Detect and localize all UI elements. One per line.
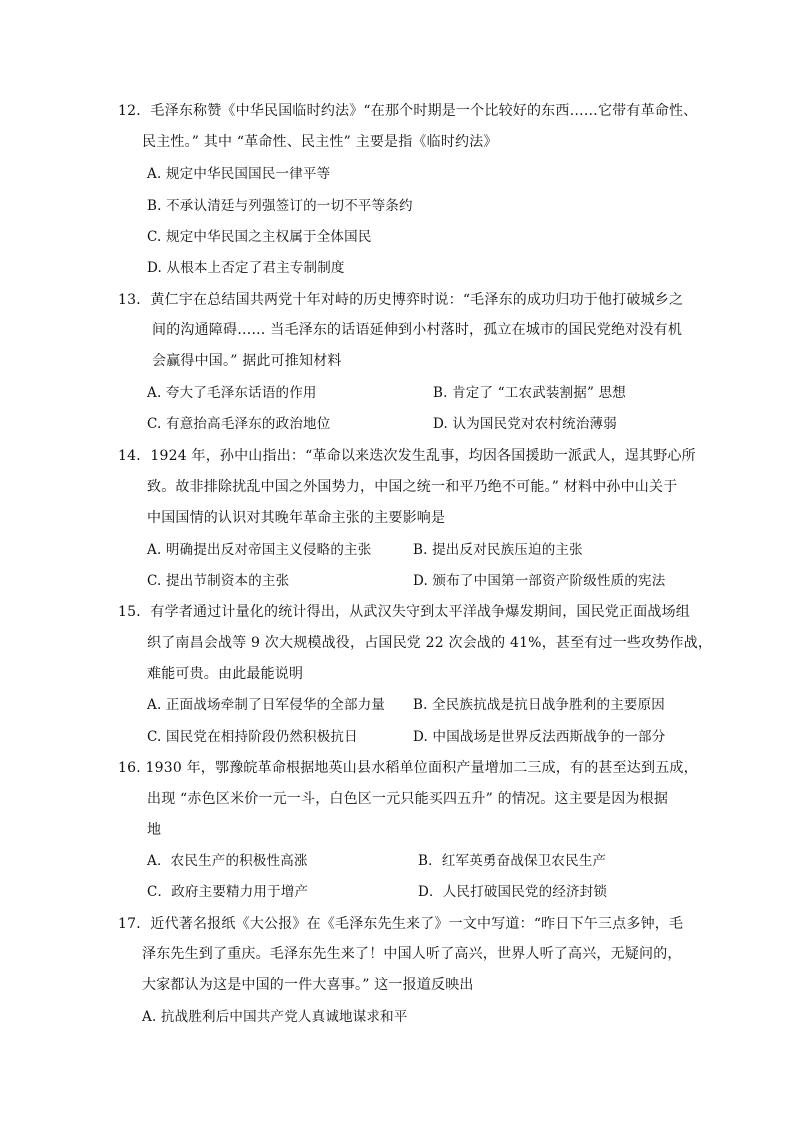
question-stem-line: 地 — [147, 822, 162, 838]
question-stem-line: 14．1924 年，孙中山指出：“革命以来迭次发生乱事，均因各国援助一派武人，逞其野心所 — [118, 448, 696, 464]
option-a: A．农民生产的积极性高涨 — [147, 853, 308, 869]
question-stem-line: 出现 “赤色区米价一元一斗，白色区一元只能买四五升” 的情况。这主要是因为根据 — [147, 791, 669, 807]
option-a: A. 夸大了毛泽东话语的作用 — [147, 385, 317, 401]
option-b: B. 肯定了 “工农武装割据” 思想 — [433, 385, 626, 401]
option-a: A. 正面战场牵制了日军侵华的全部力量 — [147, 697, 386, 713]
option-b: B. 提出反对民族压迫的主张 — [413, 542, 583, 558]
question-stem-line: 民主性。” 其中 “革命性、民主性” 主要是指《临时约法》 — [142, 134, 498, 150]
option-d: D. 认为国民党对农村统治薄弱 — [433, 416, 617, 432]
question-stem-line: 17．近代著名报纸《大公报》在《毛泽东先生来了》一文中写道：“昨日下午三点多钟，毛 — [118, 916, 684, 932]
question-stem-line: 织了南昌会战等 9 次大规模战役，占国民党 22 次会战的 41%，甚至有过一些攻势作战， — [147, 635, 713, 651]
question-stem-line: 致。故非排除扰乱中国之外国势力，中国之统一和平乃绝不可能。” 材料中孙中山关于 — [147, 479, 678, 495]
option-b: B．红军英勇奋战保卫农民生产 — [418, 853, 607, 869]
option-d: D．人民打破国民党的经济封锁 — [418, 884, 608, 900]
option-b: B. 不承认清廷与列强签订的一切不平等条约 — [147, 198, 413, 214]
option-a: A. 规定中华民国国民一律平等 — [147, 166, 331, 182]
option-d: D. 从根本上否定了君主专制制度 — [147, 260, 345, 276]
question-stem-line: 大家都认为这是中国的一件大喜事。” 这一报道反映出 — [142, 977, 474, 993]
question-stem-line: 难能可贵。由此最能说明 — [147, 666, 304, 682]
option-c: C. 规定中华民国之主权属于全体国民 — [147, 229, 372, 245]
option-c: C．政府主要精力用于增产 — [147, 884, 309, 900]
question-stem-line: 中国国情的认识对其晚年革命主张的主要影响是 — [147, 510, 446, 526]
question-stem-line: 13．黄仁宇在总结国共两党十年对峙的历史博弈时说：“毛泽东的成功归功于他打破城乡之 — [118, 292, 684, 308]
option-c: C. 提出节制资本的主张 — [147, 573, 290, 589]
question-stem-line: 16. 1930 年，鄂豫皖革命根据地英山县水稻单位面积产量增加二三成，有的甚至达到五成， — [118, 760, 698, 776]
option-d: D. 颁布了中国第一部资产阶级性质的宪法 — [413, 573, 666, 589]
option-c: C. 有意抬高毛泽东的政治地位 — [147, 416, 331, 432]
question-stem-line: 15．有学者通过计量化的统计得出，从武汉失守到太平洋战争爆发期间，国民党正面战场组 — [118, 604, 691, 620]
option-b: B. 全民族抗战是抗日战争胜利的主要原因 — [413, 697, 666, 713]
question-stem-line: 12．毛泽东称赞《中华民国临时约法》“在那个时期是一个比较好的东西……它带有革命性、 — [118, 103, 698, 119]
question-stem-line: 会赢得中国。” 据此可推知材料 — [152, 353, 342, 369]
option-d: D. 中国战场是世界反法西斯战争的一部分 — [413, 729, 666, 745]
option-a: A. 抗战胜利后中国共产党人真诚地谋求和平 — [142, 1009, 408, 1025]
question-stem-line: 泽东先生到了重庆。毛泽东先生来了！中国人听了高兴，世界人听了高兴，无疑问的， — [142, 946, 682, 962]
option-a: A. 明确提出反对帝国主义侵略的主张 — [147, 542, 372, 558]
option-c: C. 国民党在相持阶段仍然积极抗日 — [147, 729, 358, 745]
question-stem-line: 间的沟通障碍…… 当毛泽东的话语延伸到小村落时，孤立在城市的国民党绝对没有机 — [152, 322, 683, 338]
